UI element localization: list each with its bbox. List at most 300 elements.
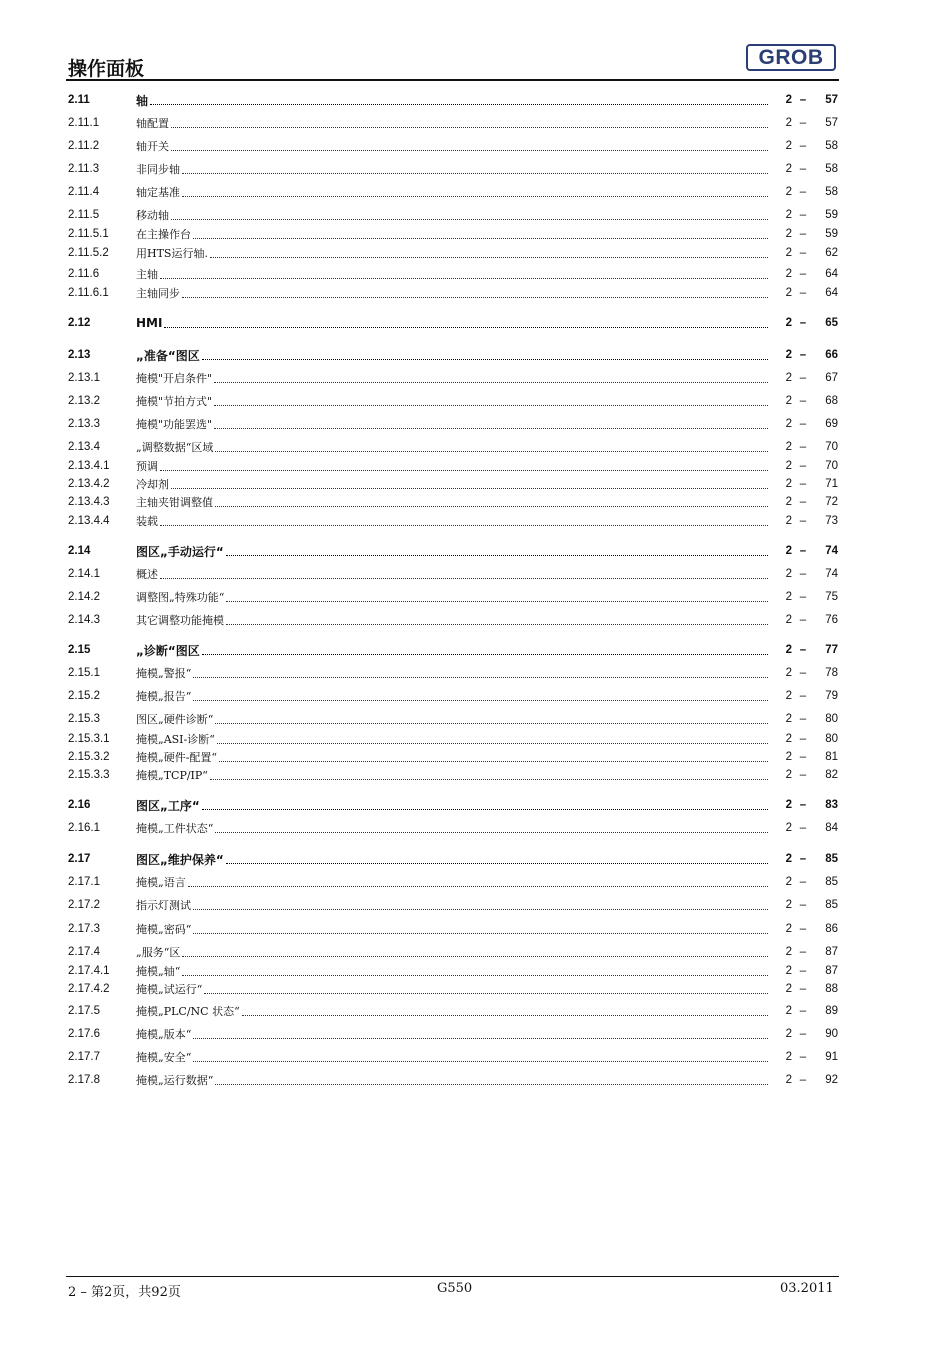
toc-page-number: 58 xyxy=(825,186,838,198)
toc-leader-dots xyxy=(202,654,768,655)
toc-number: 2.17.2 xyxy=(68,899,100,911)
toc-number: 2.17.1 xyxy=(68,876,100,888)
toc-page xyxy=(772,287,838,299)
toc-leader-dots xyxy=(188,886,768,887)
toc-dash: – xyxy=(799,667,807,679)
toc-number: 2.17.6 xyxy=(68,1028,100,1040)
toc-dash: – xyxy=(799,268,807,280)
toc-chapter: 2 xyxy=(785,923,792,935)
toc-entry[interactable] xyxy=(68,438,838,456)
toc-entry[interactable] xyxy=(68,475,838,493)
toc-chapter: 2 xyxy=(785,287,792,299)
toc-number: 2.15 xyxy=(68,644,91,656)
toc-page-number: 88 xyxy=(825,983,838,995)
toc-page-number: 85 xyxy=(825,876,838,888)
toc-chapter: 2 xyxy=(785,317,792,329)
toc-entry[interactable] xyxy=(68,206,838,224)
toc-leader-dots xyxy=(204,993,768,994)
toc-title: 掩模"功能罢选" xyxy=(136,418,213,431)
toc-dash: – xyxy=(799,163,807,175)
toc-entry[interactable] xyxy=(68,1025,838,1043)
toc-number: 2.17 xyxy=(68,853,91,865)
toc-number: 2.17.5 xyxy=(68,1005,100,1017)
toc-leader-dots xyxy=(202,809,768,810)
toc-page xyxy=(772,163,838,175)
toc-leader-dots xyxy=(202,359,768,360)
toc-title: 概述 xyxy=(136,568,158,581)
toc-leader-dots xyxy=(193,933,768,934)
toc-title: 主轴同步 xyxy=(136,287,180,300)
toc-entry[interactable] xyxy=(68,943,838,961)
toc-title: 掩模„报告“ xyxy=(136,690,192,703)
toc-chapter: 2 xyxy=(785,1074,792,1086)
toc-leader-dots xyxy=(171,150,768,151)
toc-chapter: 2 xyxy=(785,822,792,834)
toc-number: 2.17.8 xyxy=(68,1074,100,1086)
toc-page xyxy=(772,644,838,656)
toc-dash: – xyxy=(799,822,807,834)
toc-entry[interactable] xyxy=(68,710,838,728)
toc-dash: – xyxy=(799,94,807,106)
toc-page xyxy=(772,713,838,725)
grob-logo: GROB xyxy=(746,44,836,71)
toc-entry[interactable] xyxy=(68,1002,838,1020)
toc-entry[interactable] xyxy=(68,244,838,262)
toc-title: 图区„硬件诊断“ xyxy=(136,713,214,726)
toc-page xyxy=(772,965,838,977)
toc-page-number: 70 xyxy=(825,441,838,453)
toc-dash: – xyxy=(799,478,807,490)
toc-page-number: 64 xyxy=(825,268,838,280)
toc-page xyxy=(772,853,838,865)
toc-number: 2.13.3 xyxy=(68,418,100,430)
toc-dash: – xyxy=(799,515,807,527)
toc-leader-dots xyxy=(182,975,768,976)
toc-entry[interactable] xyxy=(68,183,838,201)
toc-title: 轴 xyxy=(136,93,149,108)
toc-dash: – xyxy=(799,965,807,977)
toc-page-number: 86 xyxy=(825,923,838,935)
toc-dash: – xyxy=(799,853,807,865)
toc-entry[interactable] xyxy=(68,457,838,475)
toc-title: „诊断“图区 xyxy=(136,643,200,658)
toc-chapter: 2 xyxy=(785,140,792,152)
toc-page xyxy=(772,769,838,781)
toc-title: „调整数据“区域 xyxy=(136,441,214,454)
toc-chapter: 2 xyxy=(785,163,792,175)
toc-leader-dots xyxy=(215,451,768,452)
toc-page-number: 57 xyxy=(825,117,838,129)
toc-chapter: 2 xyxy=(785,441,792,453)
toc-leader-dots xyxy=(160,578,768,579)
toc-leader-dots xyxy=(150,104,768,105)
toc-title: 图区„手动运行“ xyxy=(136,544,224,559)
toc-page-number: 57 xyxy=(825,94,838,106)
toc-leader-dots xyxy=(226,863,768,864)
toc-page xyxy=(772,478,838,490)
toc-chapter: 2 xyxy=(785,733,792,745)
toc-dash: – xyxy=(799,372,807,384)
toc-page-number: 75 xyxy=(825,591,838,603)
toc-page xyxy=(772,799,838,811)
toc-title: HMI xyxy=(136,316,163,330)
toc-chapter: 2 xyxy=(785,268,792,280)
toc-title: 装载 xyxy=(136,515,158,528)
toc-leader-dots xyxy=(182,196,768,197)
toc-title: 调整图„特殊功能“ xyxy=(136,591,225,604)
toc-dash: – xyxy=(799,441,807,453)
toc-title: 掩模„警报“ xyxy=(136,667,192,680)
toc-chapter: 2 xyxy=(785,690,792,702)
toc-page xyxy=(772,591,838,603)
toc-number: 2.14.1 xyxy=(68,568,100,580)
toc-title: 指示灯测试 xyxy=(136,899,191,912)
toc-number: 2.13.4.4 xyxy=(68,515,110,527)
toc-entry[interactable] xyxy=(68,114,838,132)
toc-number: 2.15.3.3 xyxy=(68,769,110,781)
toc-number: 2.17.7 xyxy=(68,1051,100,1063)
toc-page xyxy=(772,496,838,508)
toc-entry[interactable] xyxy=(68,588,838,606)
toc-dash: – xyxy=(799,568,807,580)
toc-page-number: 91 xyxy=(825,1051,838,1063)
toc-dash: – xyxy=(799,418,807,430)
toc-page xyxy=(772,983,838,995)
toc-entry[interactable] xyxy=(68,369,838,387)
toc-page xyxy=(772,568,838,580)
toc-title: 掩模"节拍方式" xyxy=(136,395,213,408)
toc-entry[interactable] xyxy=(68,730,838,748)
toc-number: 2.16.1 xyxy=(68,822,100,834)
toc-page xyxy=(772,1028,838,1040)
toc-page-number: 90 xyxy=(825,1028,838,1040)
toc-number: 2.13.4.1 xyxy=(68,460,110,472)
toc-page-number: 87 xyxy=(825,965,838,977)
toc-number: 2.17.3 xyxy=(68,923,100,935)
toc-page-number: 79 xyxy=(825,690,838,702)
toc-chapter: 2 xyxy=(785,186,792,198)
toc-entry[interactable] xyxy=(68,392,838,410)
toc-page xyxy=(772,349,838,361)
toc-leader-dots xyxy=(193,238,768,239)
toc-page-number: 85 xyxy=(825,853,838,865)
toc-dash: – xyxy=(799,117,807,129)
toc-page-number: 74 xyxy=(825,568,838,580)
toc-page-number: 58 xyxy=(825,140,838,152)
toc-chapter: 2 xyxy=(785,460,792,472)
footer-rule xyxy=(66,1276,839,1277)
toc-leader-dots xyxy=(182,297,768,298)
toc-number: 2.17.4 xyxy=(68,946,100,958)
toc-dash: – xyxy=(799,247,807,259)
toc-entry[interactable] xyxy=(68,1048,838,1066)
toc-number: 2.11.5 xyxy=(68,209,100,221)
toc-dash: – xyxy=(799,140,807,152)
toc-number: 2.13.4.3 xyxy=(68,496,110,508)
toc-entry[interactable] xyxy=(68,748,838,766)
toc-page-number: 68 xyxy=(825,395,838,407)
toc-leader-dots xyxy=(193,1061,768,1062)
toc-leader-dots xyxy=(219,761,768,762)
toc-title: 预调 xyxy=(136,460,158,473)
toc-entry[interactable] xyxy=(68,896,838,914)
toc-chapter: 2 xyxy=(785,1005,792,1017)
toc-page-number: 80 xyxy=(825,733,838,745)
toc-dash: – xyxy=(799,644,807,656)
toc-title: 掩模„TCP/IP“ xyxy=(136,769,208,782)
toc-page xyxy=(772,140,838,152)
toc-dash: – xyxy=(799,395,807,407)
toc-title: 移动轴 xyxy=(136,209,169,222)
toc-number: 2.11.5.1 xyxy=(68,228,109,240)
toc-title: 轴配置 xyxy=(136,117,169,130)
toc-page-number: 87 xyxy=(825,946,838,958)
toc-leader-dots xyxy=(214,405,768,406)
toc-chapter: 2 xyxy=(785,349,792,361)
toc-dash: – xyxy=(799,1005,807,1017)
toc-leader-dots xyxy=(215,723,768,724)
toc-page xyxy=(772,690,838,702)
toc-dash: – xyxy=(799,983,807,995)
toc-leader-dots xyxy=(182,956,768,957)
toc-entry[interactable] xyxy=(68,346,838,364)
toc-title: 掩模„试运行“ xyxy=(136,983,203,996)
toc-entry[interactable] xyxy=(68,687,838,705)
toc-chapter: 2 xyxy=(785,853,792,865)
footer-model: G550 xyxy=(437,1281,473,1296)
toc-title: 用HTS运行轴. xyxy=(136,247,208,260)
toc-page xyxy=(772,667,838,679)
toc-entry[interactable] xyxy=(68,873,838,891)
toc-dash: – xyxy=(799,317,807,329)
toc-leader-dots xyxy=(210,257,768,258)
toc-page xyxy=(772,94,838,106)
toc-chapter: 2 xyxy=(785,876,792,888)
toc-page xyxy=(772,209,838,221)
toc-dash: – xyxy=(799,1028,807,1040)
toc-leader-dots xyxy=(171,488,768,489)
toc-entry[interactable] xyxy=(68,542,838,560)
toc-page xyxy=(772,515,838,527)
toc-page xyxy=(772,441,838,453)
toc-page xyxy=(772,923,838,935)
toc-page-number: 85 xyxy=(825,899,838,911)
toc-page-number: 73 xyxy=(825,515,838,527)
toc-number: 2.13 xyxy=(68,349,91,361)
toc-entry[interactable] xyxy=(68,415,838,433)
toc-number: 2.14.2 xyxy=(68,591,100,603)
toc-entry[interactable] xyxy=(68,493,838,511)
toc-dash: – xyxy=(799,186,807,198)
toc-title: 在主操作台 xyxy=(136,228,191,241)
toc-chapter: 2 xyxy=(785,247,792,259)
toc-page-number: 78 xyxy=(825,667,838,679)
toc-page-number: 76 xyxy=(825,614,838,626)
toc-page xyxy=(772,117,838,129)
toc-entry[interactable] xyxy=(68,225,838,243)
toc-number: 2.17.4.1 xyxy=(68,965,110,977)
toc-entry[interactable] xyxy=(68,91,838,109)
toc-number: 2.15.3.1 xyxy=(68,733,110,745)
toc-entry[interactable] xyxy=(68,314,838,332)
toc-leader-dots xyxy=(171,127,768,128)
toc-leader-dots xyxy=(226,601,768,602)
toc-leader-dots xyxy=(193,700,768,701)
toc-leader-dots xyxy=(210,779,768,780)
toc-dash: – xyxy=(799,496,807,508)
toc-leader-dots xyxy=(242,1015,768,1016)
toc-page-number: 69 xyxy=(825,418,838,430)
toc-page xyxy=(772,614,838,626)
toc-chapter: 2 xyxy=(785,94,792,106)
toc-leader-dots xyxy=(215,832,768,833)
toc-chapter: 2 xyxy=(785,228,792,240)
toc-page-number: 64 xyxy=(825,287,838,299)
toc-title: 非同步轴 xyxy=(136,163,180,176)
toc-entry[interactable] xyxy=(68,284,838,302)
toc-page xyxy=(772,460,838,472)
toc-page-number: 58 xyxy=(825,163,838,175)
toc-chapter: 2 xyxy=(785,1051,792,1063)
toc-dash: – xyxy=(799,614,807,626)
toc-number: 2.14.3 xyxy=(68,614,100,626)
toc-number: 2.15.2 xyxy=(68,690,100,702)
toc-entry[interactable] xyxy=(68,512,838,530)
toc-page xyxy=(772,1051,838,1063)
footer-date: 03.2011 xyxy=(780,1281,834,1296)
toc-number: 2.11.6 xyxy=(68,268,100,280)
toc-leader-dots xyxy=(160,278,768,279)
toc-page xyxy=(772,268,838,280)
toc-entry[interactable] xyxy=(68,980,838,998)
toc-title: 图区„工序“ xyxy=(136,798,200,813)
toc-page-number: 83 xyxy=(825,799,838,811)
toc-title: 掩模„ASI-诊断“ xyxy=(136,733,215,746)
toc-chapter: 2 xyxy=(785,591,792,603)
toc-entry[interactable] xyxy=(68,850,838,868)
toc-entry[interactable] xyxy=(68,664,838,682)
toc-leader-dots xyxy=(160,525,768,526)
toc-number: 2.11 xyxy=(68,94,90,106)
toc-dash: – xyxy=(799,1074,807,1086)
toc-chapter: 2 xyxy=(785,946,792,958)
toc-title: 掩模„安全“ xyxy=(136,1051,192,1064)
toc-dash: – xyxy=(799,876,807,888)
toc-dash: – xyxy=(799,769,807,781)
toc-dash: – xyxy=(799,899,807,911)
toc-page xyxy=(772,751,838,763)
toc-title: 冷却剂 xyxy=(136,478,169,491)
toc-number: 2.16 xyxy=(68,799,91,811)
header-rule xyxy=(66,79,839,81)
toc-page-number: 65 xyxy=(825,317,838,329)
toc-chapter: 2 xyxy=(785,117,792,129)
toc-page-number: 84 xyxy=(825,822,838,834)
toc-number: 2.13.2 xyxy=(68,395,100,407)
toc-title: 主轴 xyxy=(136,268,158,281)
toc-leader-dots xyxy=(215,506,768,507)
toc-chapter: 2 xyxy=(785,614,792,626)
toc-entry[interactable] xyxy=(68,611,838,629)
toc-page-number: 66 xyxy=(825,349,838,361)
toc-page-number: 62 xyxy=(825,247,838,259)
toc-number: 2.13.4.2 xyxy=(68,478,110,490)
toc-page-number: 82 xyxy=(825,769,838,781)
toc-chapter: 2 xyxy=(785,644,792,656)
toc-page xyxy=(772,418,838,430)
toc-chapter: 2 xyxy=(785,478,792,490)
toc-title: 掩模„PLC/NC 状态“ xyxy=(136,1005,240,1018)
toc-page-number: 72 xyxy=(825,496,838,508)
toc-dash: – xyxy=(799,946,807,958)
toc-dash: – xyxy=(799,799,807,811)
toc-title: „服务“区 xyxy=(136,946,181,959)
toc-title: 轴开关 xyxy=(136,140,169,153)
toc-page xyxy=(772,186,838,198)
toc-page-number: 74 xyxy=(825,545,838,557)
toc-entry[interactable] xyxy=(68,819,838,837)
toc-leader-dots xyxy=(160,470,768,471)
toc-entry[interactable] xyxy=(68,641,838,659)
toc-page xyxy=(772,733,838,745)
toc-leader-dots xyxy=(171,219,768,220)
toc-entry[interactable] xyxy=(68,1071,838,1089)
toc-leader-dots xyxy=(193,677,768,678)
toc-leader-dots xyxy=(164,327,768,328)
toc-page-number: 70 xyxy=(825,460,838,472)
toc-chapter: 2 xyxy=(785,1028,792,1040)
toc-chapter: 2 xyxy=(785,545,792,557)
toc-entry[interactable] xyxy=(68,137,838,155)
toc-chapter: 2 xyxy=(785,418,792,430)
toc-page-number: 77 xyxy=(825,644,838,656)
toc-page-number: 81 xyxy=(825,751,838,763)
toc-leader-dots xyxy=(214,382,768,383)
toc-title: 主轴夹钳调整值 xyxy=(136,496,213,509)
page-title: 操作面板 xyxy=(68,58,145,80)
toc-page xyxy=(772,899,838,911)
toc-entry[interactable] xyxy=(68,920,838,938)
toc-page xyxy=(772,822,838,834)
toc-title: 掩模„工件状态“ xyxy=(136,822,214,835)
toc-leader-dots xyxy=(214,428,768,429)
toc-title: 掩模„运行数据“ xyxy=(136,1074,214,1087)
toc-entry[interactable] xyxy=(68,160,838,178)
toc-entry[interactable] xyxy=(68,796,838,814)
toc-title: 掩模„硬件-配置“ xyxy=(136,751,218,764)
toc-chapter: 2 xyxy=(785,372,792,384)
toc-dash: – xyxy=(799,591,807,603)
toc-entry[interactable] xyxy=(68,766,838,784)
toc-number: 2.15.3 xyxy=(68,713,100,725)
toc-chapter: 2 xyxy=(785,713,792,725)
toc-chapter: 2 xyxy=(785,983,792,995)
toc-dash: – xyxy=(799,545,807,557)
toc-page-number: 80 xyxy=(825,713,838,725)
toc-title: 掩模„轴“ xyxy=(136,965,181,978)
toc-entry[interactable] xyxy=(68,962,838,980)
toc-page xyxy=(772,372,838,384)
toc-number: 2.11.3 xyxy=(68,163,100,175)
toc-page-number: 67 xyxy=(825,372,838,384)
toc-chapter: 2 xyxy=(785,209,792,221)
toc-title: 其它调整功能掩模 xyxy=(136,614,224,627)
toc-entry[interactable] xyxy=(68,265,838,283)
toc-chapter: 2 xyxy=(785,568,792,580)
toc-leader-dots xyxy=(182,173,768,174)
toc-entry[interactable] xyxy=(68,565,838,583)
toc-page-number: 92 xyxy=(825,1074,838,1086)
